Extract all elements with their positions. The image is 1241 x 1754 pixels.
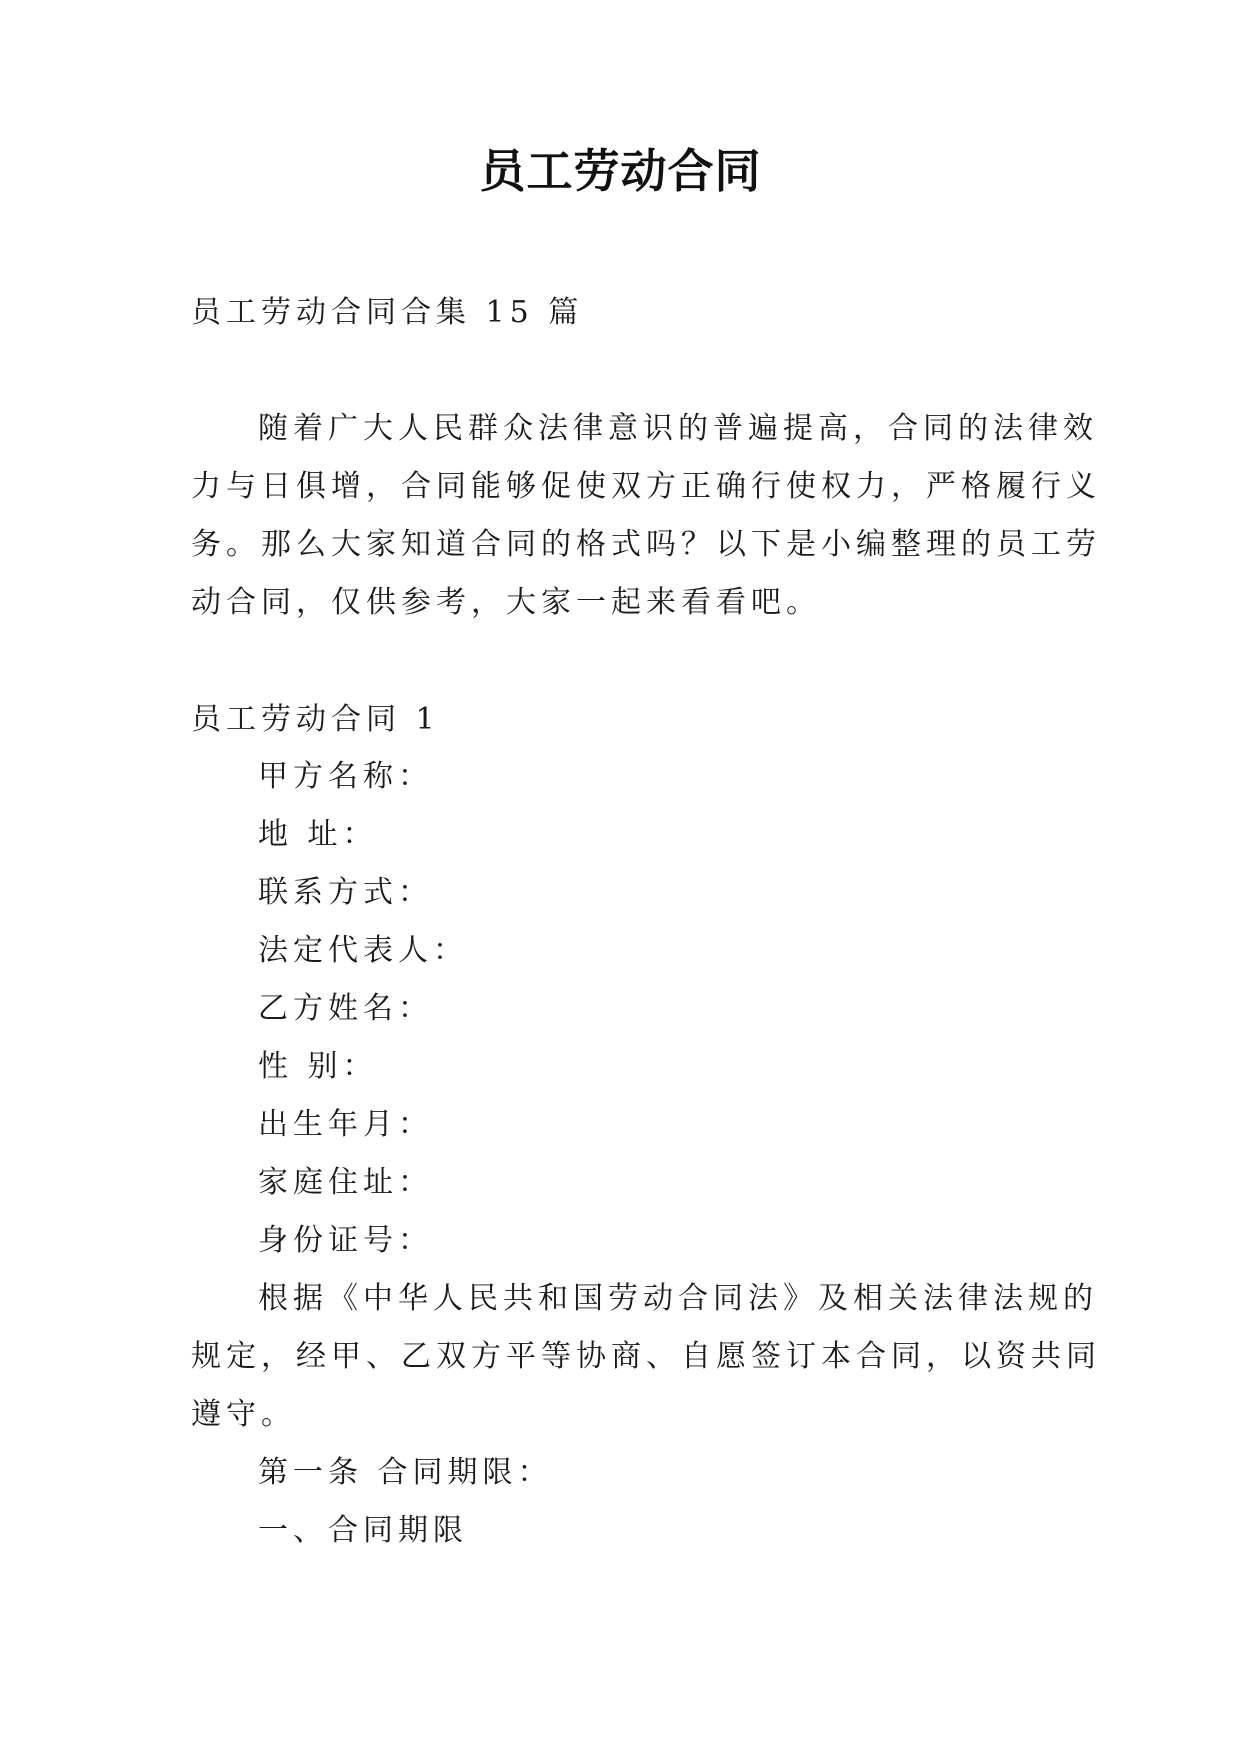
intro-line-2: 力与日俱增，合同能够促使双方正确行使权力，严格履行义: [191, 469, 1101, 504]
field-address: 地 址：: [258, 817, 378, 852]
field-legal-representative: 法定代表人：: [258, 933, 468, 968]
article-1-item-1: 一、合同期限: [258, 1513, 468, 1548]
basis-line-3: 遵守。: [191, 1397, 296, 1432]
article-1-heading: 第一条 合同期限：: [258, 1455, 553, 1490]
field-party-b-name: 乙方姓名：: [258, 991, 433, 1026]
intro-line-3: 务。那么大家知道合同的格式吗？以下是小编整理的员工劳: [191, 527, 1101, 562]
intro-line-4: 动合同，仅供参考，大家一起来看看吧。: [191, 585, 821, 620]
section-heading: 员工劳动合同 1: [191, 702, 440, 737]
field-party-a-name: 甲方名称：: [258, 759, 433, 794]
field-contact: 联系方式：: [258, 875, 433, 910]
document-title: 员工劳动合同: [479, 144, 762, 198]
intro-line-1: 随着广大人民群众法律意识的普遍提高，合同的法律效: [258, 411, 1098, 446]
basis-line-2: 规定，经甲、乙双方平等协商、自愿签订本合同，以资共同: [191, 1339, 1101, 1374]
basis-line-1: 根据《中华人民共和国劳动合同法》及相关法律法规的: [258, 1281, 1098, 1316]
document-subtitle: 员工劳动合同合集 15 篇: [191, 295, 584, 330]
field-gender: 性 别：: [258, 1049, 378, 1084]
field-home-address: 家庭住址：: [258, 1165, 433, 1200]
field-birth-date: 出生年月：: [258, 1107, 433, 1142]
field-id-number: 身份证号：: [258, 1223, 433, 1258]
